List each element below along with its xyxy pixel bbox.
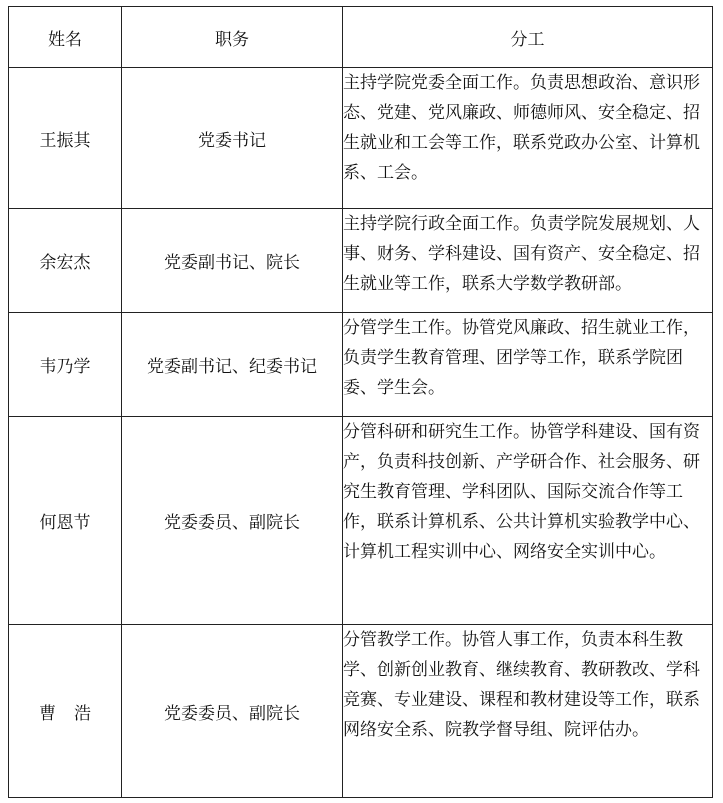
name-cell: 韦乃学 (9, 313, 122, 417)
duty-cell: 分管教学工作。协管人事工作，负责本科生教学、创新创业教育、继续教育、教研教改、学科竞赛、专业建设、课程和教材建设等工作，联系网络安全系、院教学督导组、院评估办。 (343, 625, 713, 798)
duty-cell: 主持学院党委全面工作。负责思想政治、意识形态、党建、党风廉政、师德师风、安全稳定、招生就业和工会等工作，联系党政办公室、计算机系、工会。 (343, 68, 713, 209)
table-row (9, 417, 713, 625)
header-name: 姓名 (9, 7, 122, 68)
leadership-duty-table (8, 6, 713, 798)
duty-cell: 分管科研和研究生工作。协管学科建设、国有资产，负责科技创新、产学研合作、社会服务、研究生教育管理、学科团队、国际交流合作等工作，联系计算机系、公共计算机实验教学中心、计算机工程实训中心、网络安全实训中心。 (343, 417, 713, 625)
table-row (9, 625, 713, 798)
header-duty: 分工 (343, 7, 713, 68)
post-cell: 党委书记 (122, 68, 343, 209)
table-row (9, 209, 713, 313)
post-cell: 党委副书记、纪委书记 (122, 313, 343, 417)
name-text: 曹浩 (39, 703, 109, 724)
post-cell: 党委委员、副院长 (122, 417, 343, 625)
duty-cell: 主持学院行政全面工作。负责学院发展规划、人事、财务、学科建设、国有资产、安全稳定、招生就业等工作，联系大学数学教研部。 (343, 209, 713, 313)
name-cell: 余宏杰 (9, 209, 122, 313)
name-cell: 王振其 (9, 68, 122, 209)
duty-cell: 分管学生工作。协管党风廉政、招生就业工作，负责学生教育管理、团学等工作，联系学院团委、学生会。 (343, 313, 713, 417)
header-post: 职务 (122, 7, 343, 68)
name-cell: 何恩节 (9, 417, 122, 625)
table-row (9, 68, 713, 209)
post-cell: 党委副书记、院长 (122, 209, 343, 313)
table-row (9, 313, 713, 417)
header-row (9, 7, 713, 68)
name-cell (9, 625, 122, 798)
post-cell: 党委委员、副院长 (122, 625, 343, 798)
